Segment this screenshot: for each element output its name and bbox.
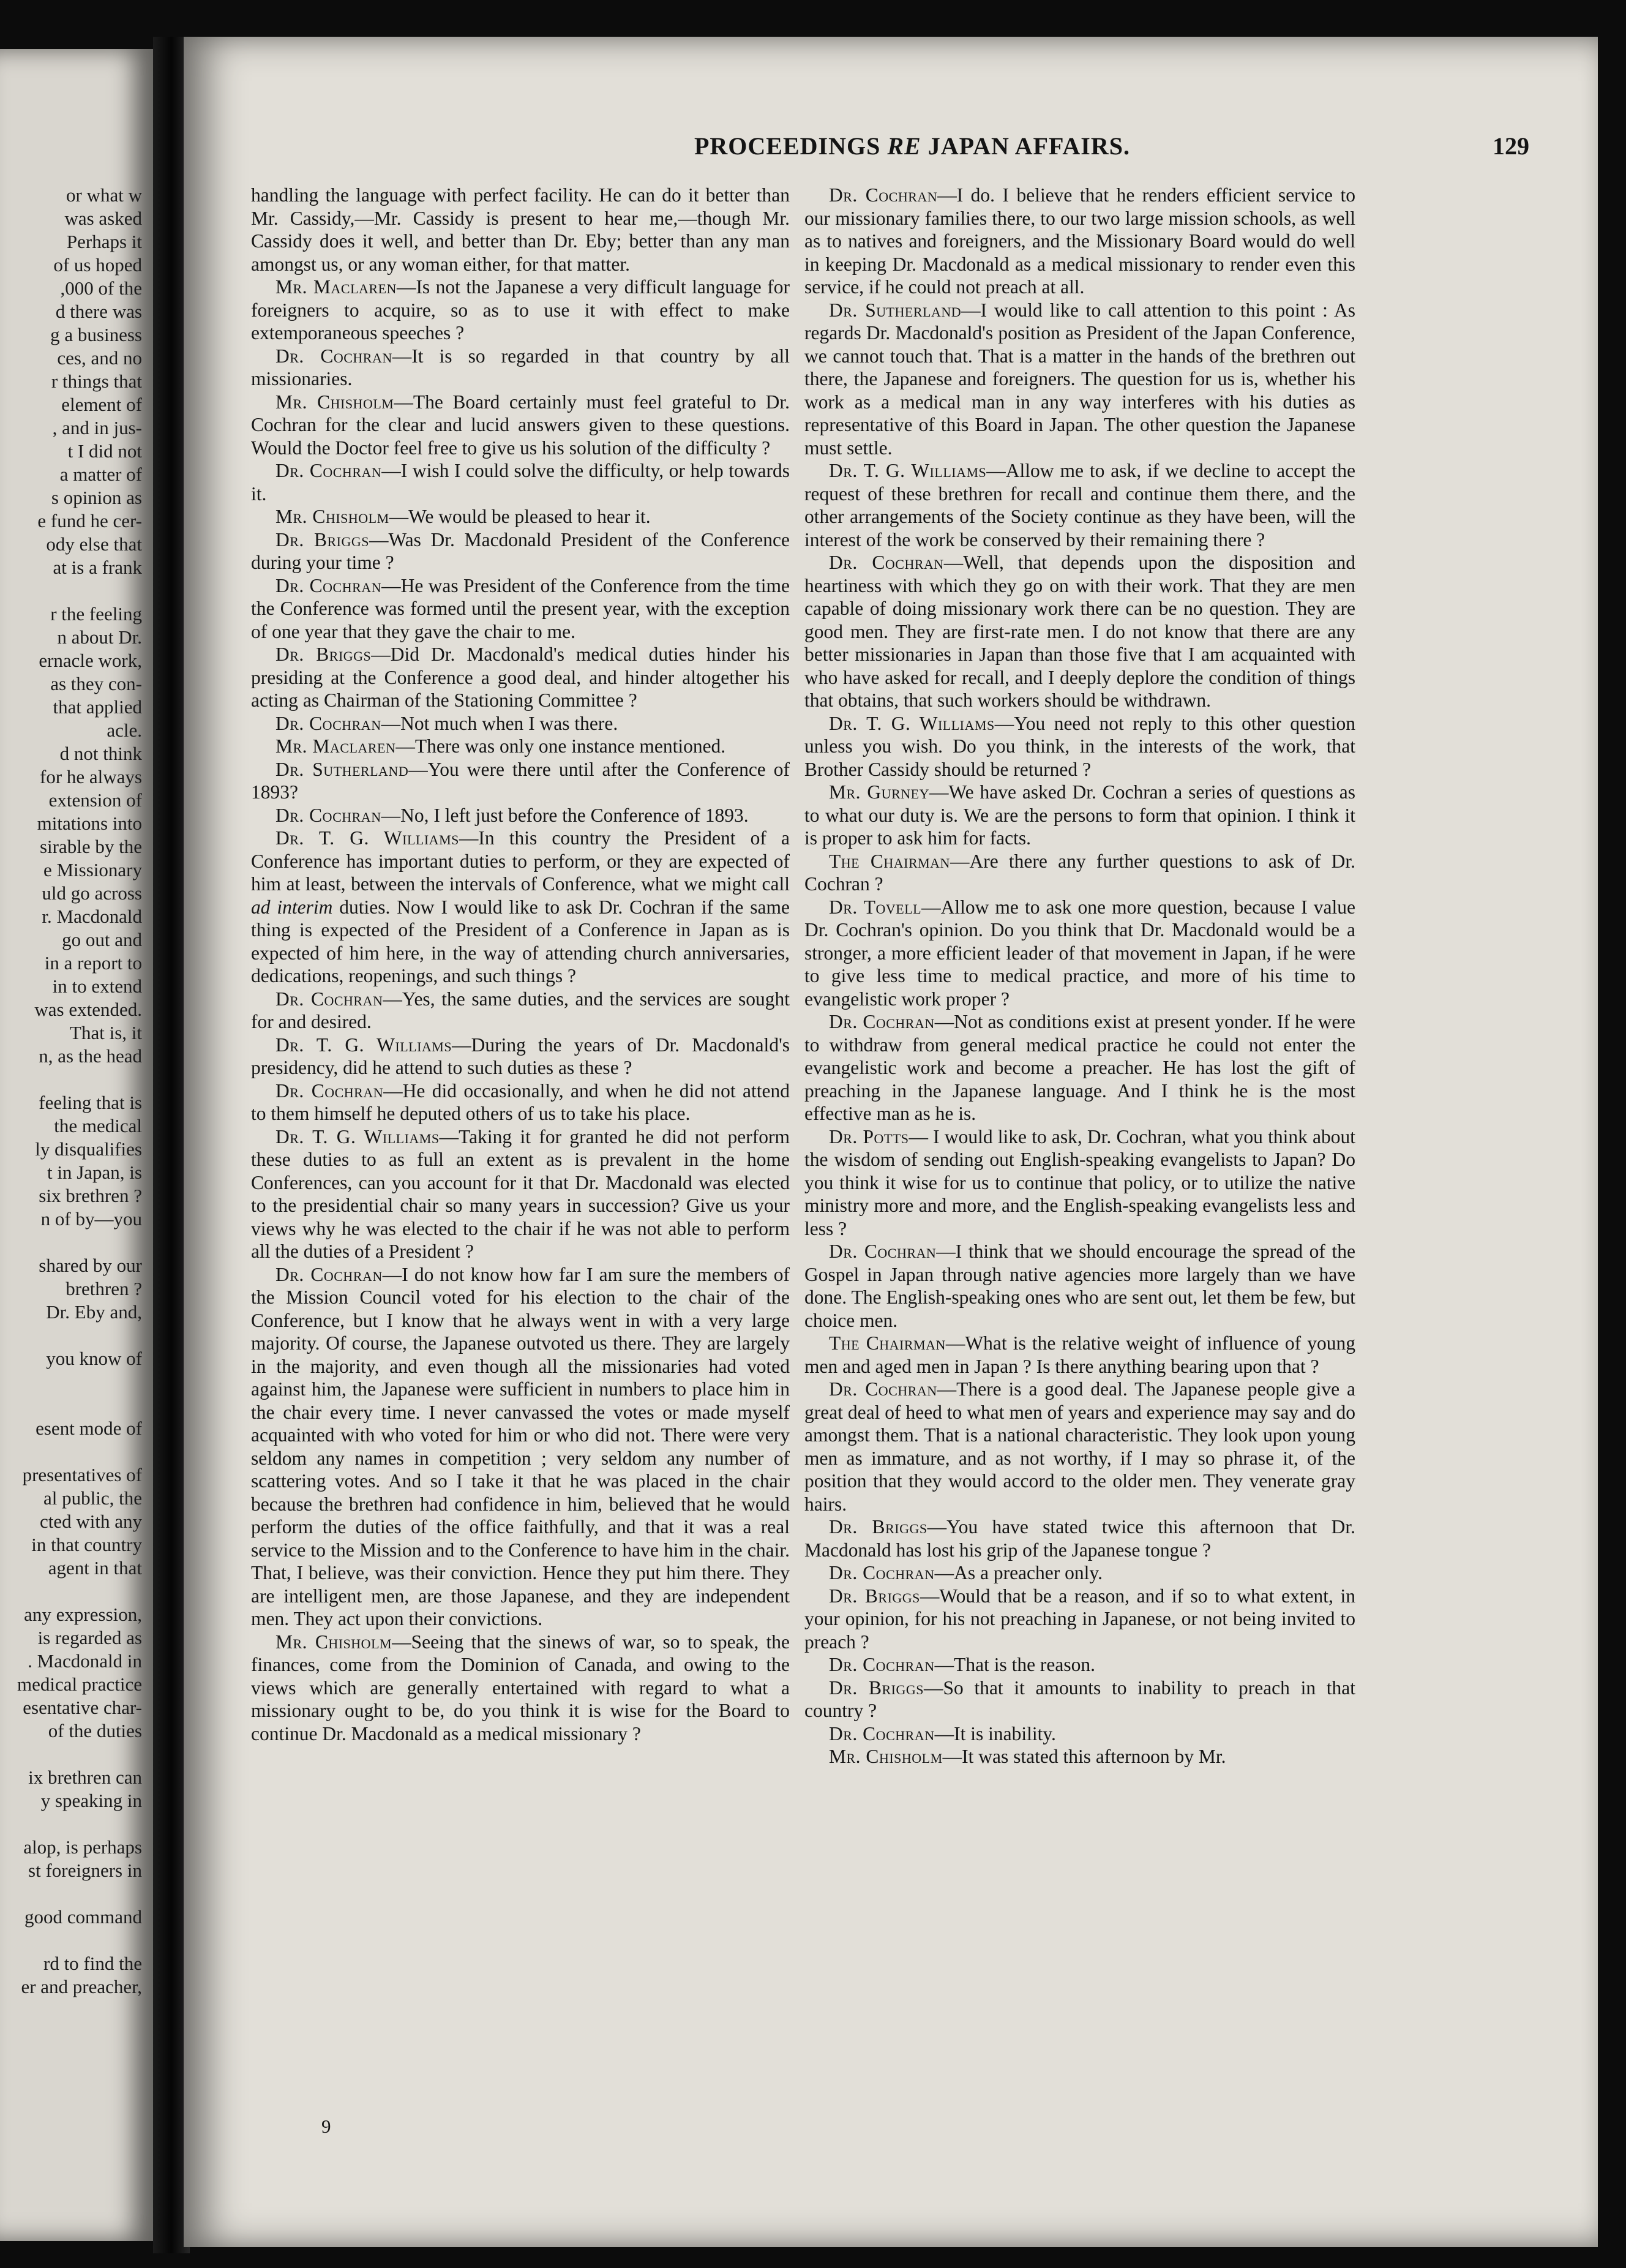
speaker-name: Dr. Sutherland	[829, 299, 962, 321]
fragment-line: e fund he cer-	[37, 510, 142, 531]
speaker-name: Dr. Cochran	[275, 345, 392, 367]
speaker-name: Mr. Chisholm	[829, 1746, 943, 1767]
speech-text: —I do. I believe that he renders efficient service to our missionary families there, to our two large mission schools, as well as to natives and foreigners, and the Missionary Board would do well in keeping Dr. Macdonald as a medical missionary to render even this service, if he could not preach at all.	[804, 184, 1355, 298]
transcript-paragraph	[251, 988, 790, 1034]
page-number: 129	[1493, 132, 1529, 160]
speech-text: —Not as conditions exist at present yonder. If he were to withdraw from general medical practice he could not enter the evangelistic work and become a preacher. He has lost the gift of preaching in the Japanese language. And I think he is the most effective man as he is.	[804, 1011, 1355, 1124]
speech-text: —I would like to call attention to this point : As regards Dr. Macdonald's position as President of the Japan Conference, we cannot touch that. That is a matter in the hands of the brethren out there, the Japanese and foreigners. The question for us is, whether his work as a medical man in any way interferes with his duties as representative of this Board in Japan. The other question the Japanese must settle.	[804, 299, 1355, 459]
speech-text: —We have asked Dr. Cochran a series of questions as to what our duty is. We are the persons to form that opinion. I think it is proper to ask him for facts.	[804, 781, 1355, 849]
speaker-name: Dr. Cochran	[275, 574, 382, 596]
fragment-line: was asked	[64, 208, 142, 229]
speaker-name: Dr. Cochran	[275, 1263, 383, 1285]
fragment-line: extension of	[48, 789, 142, 811]
fragment-line: rd to find the	[43, 1953, 142, 1974]
speaker-name: Mr. Chisholm	[275, 1631, 392, 1653]
fragment-line: ces, and no	[57, 347, 142, 369]
fragment-line: good command	[24, 1906, 142, 1928]
speaker-name: Dr. Cochran	[275, 712, 381, 734]
transcript-paragraph	[251, 735, 790, 758]
speaker-name: Mr. Chisholm	[275, 391, 394, 413]
fragment-line	[0, 1743, 142, 1766]
fragment-line: or what w	[66, 184, 142, 206]
speech-text: —Taking it for granted he did not perform these duties to as full an extent as is prevalent in the home Conferences, can you account for it that Dr. Macdonald was elected to the presidential chair so many years in succession? Give us your views why he was elected to the chair if he was not able to perform all the duties of a President ?	[251, 1125, 790, 1262]
fragment-line: feeling that is	[39, 1092, 142, 1113]
fragment-line: medical practice	[17, 1673, 142, 1695]
speech-text: —It is inability.	[934, 1722, 1056, 1744]
transcript-paragraph	[804, 459, 1355, 551]
speaker-name: The Chairman	[829, 850, 950, 872]
speech-text: —Well, that depends upon the disposition and heartiness with which they go on with their work. That they are men capable of doing missionary work there can be no question. They are good men. They are first-rate men. I do not know that there are any better missionaries in Japan than those five that I am acquainted with who have asked for recall, and I deeply deplore the condition of things that obtains, that such workers should be withdrawn.	[804, 552, 1355, 711]
transcript-paragraph	[251, 528, 790, 574]
fragment-line: cted with any	[39, 1511, 142, 1532]
speaker-name: Dr. Cochran	[275, 1080, 384, 1102]
fragment-line: al public, the	[43, 1487, 142, 1509]
speech-text: —So that it amounts to inability to preach in that country ?	[804, 1677, 1355, 1721]
speech-text: —He was President of the Conference from the time the Conference was formed until the present year, with the exception of one year that they gave the chair to me.	[251, 574, 790, 642]
transcript-paragraph	[251, 712, 790, 735]
speech-text: —As a preacher only.	[934, 1562, 1103, 1583]
fragment-line: r. Macdonald	[42, 906, 142, 927]
speaker-name: Mr. Maclaren	[275, 735, 396, 757]
speaker-name: Dr. Cochran	[829, 552, 944, 573]
transcript-paragraph	[804, 1240, 1355, 1332]
transcript-paragraph	[804, 1745, 1355, 1768]
speaker-name: Dr. Briggs	[275, 528, 369, 550]
fragment-line: is regarded as	[37, 1627, 142, 1648]
fragment-line: brethren ?	[66, 1278, 142, 1299]
speaker-name: Dr. Cochran	[829, 1654, 935, 1675]
transcript-paragraph	[804, 1722, 1355, 1746]
speech-text: —I think that we should encourage the spread of the Gospel in Japan through native agencies more largely than we have done. The English-speaking ones who are sent out, let them be few, but choice men.	[804, 1241, 1355, 1331]
speech-text: —In this country the President of a Conference has important duties to perform, or they are expected of him at least, between the intervals of Conference, what we might call	[251, 827, 790, 895]
fragment-line: s opinion as	[51, 487, 142, 508]
transcript-paragraph	[251, 1631, 790, 1746]
speech-text: —You need not reply to this other question unless you wish. Do you think, in the interests of the work, that Brother Cassidy should be returned ?	[804, 712, 1355, 780]
fragment-line: six brethren ?	[39, 1185, 142, 1206]
speech-text: handling the language with perfect facility. He can do it better than Mr. Cassidy,—Mr. Cassidy is present to hear me,—though Mr. Cassidy does it well, and better than Dr. Eby; better than any man amongst us, or any woman either, for that matter.	[251, 184, 790, 275]
speaker-name: Dr. Cochran	[829, 1011, 935, 1032]
fragment-line: shared by our	[39, 1255, 142, 1276]
transcript-paragraph	[804, 1561, 1355, 1585]
transcript-paragraph	[251, 1263, 790, 1631]
speaker-name: Dr. Cochran	[275, 804, 381, 826]
speaker-name: Dr. Briggs	[829, 1585, 920, 1607]
fragment-line: in that country	[31, 1534, 142, 1555]
fragment-line: d not think	[59, 743, 142, 764]
speech-text: —Not much when I was there.	[381, 712, 618, 734]
speech-text: —Did Dr. Macdonald's medical duties hinder his presiding at the Conference a good deal, and hinder altogether his acting as Chairman of the Stationing Committee ?	[251, 644, 790, 711]
fragment-line: ,000 of the	[60, 277, 142, 299]
transcript-paragraph	[251, 1125, 790, 1263]
transcript-paragraph	[251, 574, 790, 644]
fragment-line: y speaking in	[40, 1790, 142, 1811]
transcript-paragraph	[251, 505, 790, 528]
transcript-paragraph	[251, 276, 790, 345]
speaker-name: Dr. Cochran	[829, 1378, 937, 1400]
fragment-line	[0, 1324, 142, 1347]
transcript-paragraph	[804, 781, 1355, 850]
fragment-line: alop, is perhaps	[23, 1836, 142, 1858]
transcript-paragraph	[804, 1010, 1355, 1125]
fragment-line: that applied	[53, 696, 142, 718]
speaker-name: Dr. T. G. Williams	[275, 1125, 440, 1147]
fragment-line: d there was	[55, 301, 142, 322]
fragment-line: was extended.	[34, 999, 142, 1020]
fragment-line: ix brethren can	[28, 1767, 142, 1788]
speaker-name: Dr. Sutherland	[275, 758, 409, 780]
transcript-paragraph	[804, 184, 1355, 299]
fragment-line: st foreigners in	[28, 1860, 142, 1881]
fragment-line: agent in that	[48, 1557, 142, 1579]
speech-text: —During the years of Dr. Macdonald's presidency, did he attend to such duties as these ?	[251, 1034, 790, 1078]
fragment-line: in to extend	[52, 975, 142, 997]
transcript-paragraph	[804, 1332, 1355, 1378]
speaker-name: Dr. Cochran	[275, 988, 383, 1010]
speech-text: —There is a good deal. The Japanese people give a great deal of heed to what men of years and experience may say and do amongst them. That is a national characteristic. They look upon young men as immature, and as not worthy, if I may so phrase it, of the position that they would accord to the older men. They venerate gray hairs.	[804, 1378, 1355, 1515]
fragment-line: you know of	[46, 1348, 142, 1369]
speaker-name: Dr. T. G. Williams	[829, 460, 987, 481]
fragment-line	[0, 1370, 142, 1394]
speaker-name: Dr. Potts	[829, 1125, 909, 1147]
transcript-paragraph	[804, 850, 1355, 896]
signature-mark: 9	[321, 2116, 331, 2137]
speaker-name: Dr. Briggs	[829, 1516, 927, 1538]
transcript-paragraph	[804, 1515, 1355, 1561]
transcript-paragraph	[804, 1585, 1355, 1654]
fragment-line: in a report to	[44, 952, 142, 974]
transcript-paragraph	[251, 827, 790, 988]
fragment-line: go out and	[62, 929, 142, 950]
speech-text: —Allow me to ask one more question, because I value Dr. Cochran's opinion. Do you think that Dr. Macdonald would be a stronger, a more efficient leader of that movement in Japan, if he were to give less time to medical practice, and more of his time to evangelistic work proper ?	[804, 896, 1356, 1010]
running-title: PROCEEDINGS RE JAPAN AFFAIRS.	[694, 132, 1131, 160]
fragment-line	[0, 1231, 142, 1254]
speaker-name: Mr. Chisholm	[275, 506, 389, 527]
fragment-line: acle.	[107, 719, 142, 741]
transcript-paragraph	[804, 1125, 1355, 1241]
speaker-name: Dr. Cochran	[275, 460, 382, 481]
fragment-line: . Macdonald in	[28, 1650, 142, 1672]
fragment-line: e Missionary	[43, 859, 142, 881]
speech-text: —No, I left just before the Conference of 1893.	[381, 804, 749, 826]
transcript-paragraph	[251, 391, 790, 460]
speech-text: —I wish I could solve the difficulty, or help towards it.	[251, 460, 790, 505]
fragment-line: of us hoped	[53, 254, 142, 276]
fragment-line: n of by—you	[40, 1208, 142, 1230]
fragment-line: uld go across	[42, 882, 142, 904]
speaker-name: Dr. Cochran	[829, 1562, 935, 1583]
fragment-line: ernacle work,	[39, 650, 142, 671]
speaker-name: Dr. T. G. Williams	[829, 712, 995, 734]
fragment-line	[0, 1580, 142, 1603]
fragment-line: er and preacher,	[21, 1976, 142, 1997]
speech-text: —You were there until after the Conference of 1893?	[251, 758, 790, 803]
fragment-line: r things that	[51, 370, 142, 392]
speaker-name: The Chairman	[829, 1332, 946, 1354]
speech-text: —What is the relative weight of influence of young men and aged men in Japan ? Is there anything bearing upon that ?	[804, 1332, 1355, 1377]
transcript-paragraph	[251, 1080, 790, 1125]
fragment-line: Dr. Eby and,	[46, 1301, 142, 1323]
fragment-line: any expression,	[24, 1604, 142, 1625]
transcript-paragraph	[251, 345, 790, 391]
speech-text: —I do not know how far I am sure the members of the Mission Council voted for his election to the chair of the Conference, but I know that he always went in with a very large majority. Of course, the Japanese outvoted us there. They are largely in the majority, and even though all the missionaries had voted against him, the Japanese were sufficient in numbers to place him in the chair every time. I never canvassed the votes or made myself acquainted with who voted for him or who did not. There were very seldom any names in competition ; very seldom any number of scattering votes. And so I take it that he was placed in the chair because the brethren had confidence in him, believed that he would perform the duties of the office faithfully, and that it was a real service to the Mission and to the Conference to have him in the chair. That, I believe, was their conviction. Hence they put him there. They are intelligent men, are those Japanese, and they are independent men. They act upon their convictions.	[251, 1263, 790, 1629]
fragment-line	[0, 579, 142, 603]
speech-text: —Are there any further questions to ask of Dr. Cochran ?	[804, 850, 1355, 895]
transcript-paragraph	[804, 896, 1355, 1011]
speaker-name: Dr. Cochran	[829, 1241, 937, 1262]
fragment-line: t in Japan, is	[47, 1162, 142, 1183]
transcript-paragraph	[804, 551, 1355, 712]
speech-text: —We would be pleased to hear it.	[389, 506, 651, 527]
fragment-line: esent mode of	[36, 1418, 142, 1439]
facing-page-text	[0, 184, 142, 1999]
fragment-line: presentatives of	[22, 1464, 142, 1485]
running-head	[184, 132, 1598, 168]
transcript-paragraph	[251, 184, 790, 276]
speech-text: —Allow me to ask, if we decline to accept the request of these brethren for recall and continue them there, and the other arrangements of the Society continue as they have been, will the interest of the work be conserved by their remaining there ?	[804, 460, 1355, 550]
transcript-paragraph	[251, 459, 790, 505]
speech-text: —It is so regarded in that country by all missionaries.	[251, 345, 790, 389]
speech-text: —You have stated twice this afternoon that Dr. Macdonald has lost his grip of the Japanese tongue ?	[804, 1516, 1356, 1561]
fragment-line: element of	[61, 394, 142, 415]
speaker-name: Dr. Cochran	[829, 184, 938, 206]
fragment-line: r the feeling	[50, 603, 142, 625]
fragment-line: the medical	[54, 1115, 142, 1136]
speaker-name: Dr. Tovell	[829, 896, 922, 918]
speech-text: —Seeing that the sinews of war, so to speak, the finances, come from the Dominion of Canada, and owing to the views which are generally entertained with regard to what a missionary ought to be, do you think it is wise for the Board to continue Dr. Macdonald as a medical missionary ?	[251, 1631, 790, 1744]
speech-text: —Was Dr. Macdonald President of the Conference during your time ?	[251, 528, 790, 573]
transcript-paragraph	[251, 804, 790, 827]
transcript-paragraph	[804, 1677, 1355, 1722]
fragment-line: as they con-	[50, 673, 142, 694]
fragment-line: t I did not	[67, 440, 142, 462]
speaker-name: Dr. T. G. Williams	[275, 827, 459, 849]
speaker-name: Dr. T. G. Williams	[275, 1034, 452, 1056]
speech-text: —That is the reason.	[934, 1654, 1096, 1675]
transcript-paragraph	[804, 1378, 1355, 1515]
fragment-line: esentative char-	[23, 1697, 142, 1718]
speaker-name: Mr. Maclaren	[275, 276, 397, 298]
italic-phrase: ad interim	[251, 896, 333, 918]
speech-text: — I would like to ask, Dr. Cochran, what you think about the wisdom of sending out English-speaking evangelists to Japan? Do you think it wise for us to continue that policy, or to utilize the native ministry more and more, and the English-speaking evangelists less and less ?	[804, 1125, 1355, 1239]
transcript-paragraph	[804, 712, 1355, 781]
speech-text: —Yes, the same duties, and the services are sought for and desired.	[251, 988, 790, 1032]
fragment-line: ody else that	[46, 533, 142, 555]
speech-text: —Is not the Japanese a very difficult language for foreigners to acquire, so as to use it with effect to make extemporaneous speeches ?	[251, 276, 790, 344]
fragment-line: n, as the head	[39, 1045, 142, 1067]
fragment-line	[0, 1812, 142, 1836]
speech-text: —Would that be a reason, and if so to what extent, in your opinion, for his not preaching in Japanese, or not being invited to preach ?	[804, 1585, 1355, 1653]
page	[184, 37, 1598, 2247]
fragment-line: g a business	[50, 324, 142, 345]
left-column	[251, 184, 790, 1745]
speaker-name: Mr. Gurney	[829, 781, 929, 803]
speech-text: —There was only one instance mentioned.	[395, 735, 726, 757]
transcript-paragraph	[804, 1653, 1355, 1677]
fragment-line	[0, 1394, 142, 1417]
speech-text: duties. Now I would like to ask Dr. Cochran if the same thing is expected of the President of a Conference in Japan as is expected of him here, in the way of attending church anniversaries, dedications, reopenings, and such things ?	[251, 896, 790, 986]
speech-text: —The Board certainly must feel grateful to Dr. Cochran for the clear and lucid answers given to these questions. Would the Doctor feel free to give us his solution of the difficulty ?	[251, 391, 790, 459]
speaker-name: Dr. Briggs	[829, 1677, 924, 1699]
fragment-line: at is a frank	[53, 557, 142, 578]
fragment-line: for he always	[40, 766, 142, 787]
transcript-paragraph	[251, 643, 790, 712]
fragment-line: a matter of	[59, 464, 142, 485]
fragment-line	[0, 1068, 142, 1091]
speech-text: —He did occasionally, and when he did not attend to them himself he deputed others of us to take his place.	[251, 1080, 790, 1124]
speech-text: —It was stated this afternoon by Mr.	[942, 1746, 1226, 1767]
fragment-line	[0, 1882, 142, 1906]
speaker-name: Dr. Cochran	[829, 1722, 935, 1744]
transcript-paragraph	[804, 299, 1355, 460]
fragment-line	[0, 1929, 142, 1952]
fragment-line: sirable by the	[39, 836, 142, 857]
facing-page-fragment	[0, 49, 153, 2241]
fragment-line: Perhaps it	[66, 231, 142, 252]
fragment-line	[0, 1440, 142, 1463]
fragment-line: mitations into	[37, 813, 142, 834]
speaker-name: Dr. Briggs	[275, 644, 372, 665]
fragment-line: n about Dr.	[57, 626, 142, 648]
right-column	[804, 184, 1355, 1768]
transcript-paragraph	[251, 1034, 790, 1080]
transcript-paragraph	[251, 758, 790, 804]
fragment-line: , and in jus-	[52, 417, 142, 438]
fragment-line: That is, it	[70, 1022, 142, 1043]
fragment-line: of the duties	[48, 1720, 142, 1741]
fragment-line: ly disqualifies	[35, 1138, 142, 1160]
